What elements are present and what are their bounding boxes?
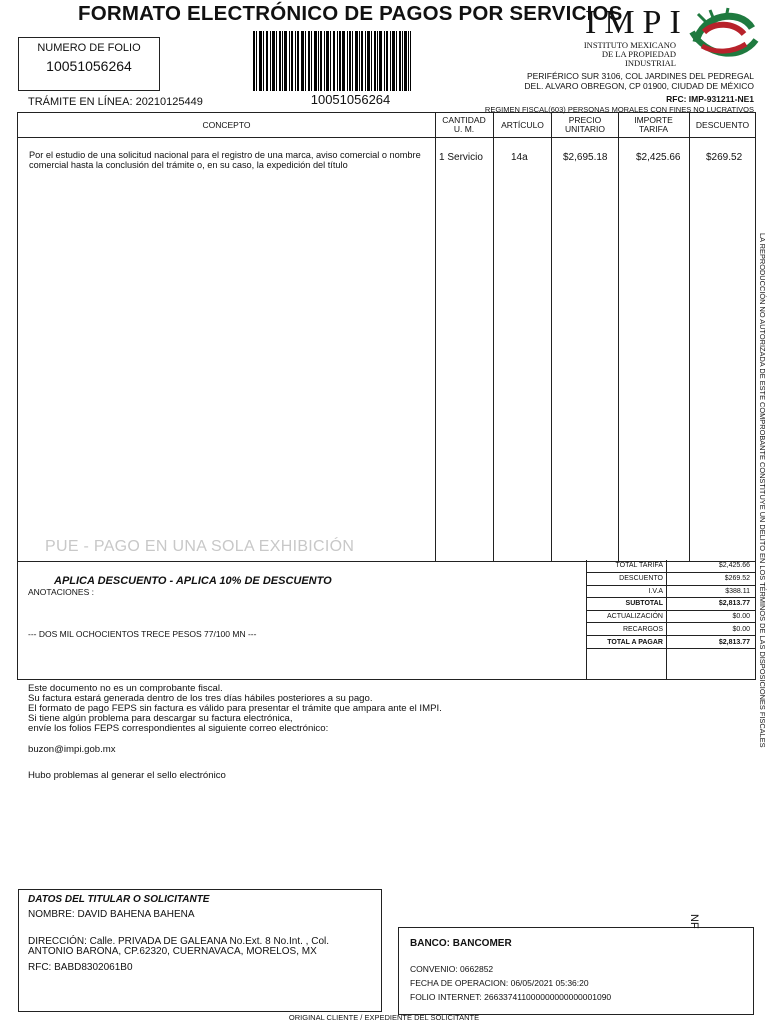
column-header-concepto: CONCEPTO xyxy=(202,119,251,130)
precio-unitario-value: $2,695.18 xyxy=(563,152,608,163)
institute-line-3: INDUSTRIAL xyxy=(625,58,676,68)
institute-name xyxy=(560,41,676,68)
tramite-en-linea: TRÁMITE EN LÍNEA: 20210125449 xyxy=(28,96,203,108)
descuento-label: DESCUENTO xyxy=(619,575,663,582)
total-tarifa-label: TOTAL TARIFA xyxy=(615,562,663,569)
totals-row-line xyxy=(586,610,755,611)
subtotal-label: SUBTOTAL xyxy=(625,600,663,607)
side-notice-text: LA REPRODUCCIÓN NO AUTORIZADA DE ESTE COMPROBANTE CONSTITUYE UN DELITO EN LOS TÉRMINOS DE LAS DISPOSICIONES FISCALES xyxy=(758,233,767,748)
totals-divider xyxy=(666,560,667,679)
header-divider xyxy=(18,137,755,138)
total-a-pagar-value: $2,813.77 xyxy=(718,639,750,646)
rfc-impi: RFC: IMP-931211-NE1 xyxy=(666,94,754,104)
barcode-number: 10051056264 xyxy=(310,92,391,107)
institute-line-2: DE LA PROPIEDAD xyxy=(601,49,676,59)
impi-wordmark: IMPI xyxy=(585,4,689,41)
address xyxy=(470,71,754,91)
titular-direccion xyxy=(28,937,329,957)
direccion-line-1: DIRECCIÓN: Calle. PRIVADA DE GALEANA No.Ext. 8 No.Int. , Col. xyxy=(28,936,330,947)
actualizacion-label: ACTUALIZACIÓN xyxy=(606,613,663,620)
column-divider xyxy=(435,113,436,561)
totals-row-line xyxy=(586,585,755,586)
banco-heading: BANCO: BANCOMER xyxy=(410,938,512,949)
regimen-fiscal: REGIMEN FISCAL(603) PERSONAS MORALES CON FINES NO LUCRATIVOS xyxy=(484,105,754,114)
column-header-importe: IMPORTE TARIFA xyxy=(634,115,673,134)
folio-box xyxy=(18,37,160,91)
column-header-articulo: ARTÍCULO xyxy=(501,119,544,130)
totals-row-line xyxy=(586,648,755,649)
banco-box xyxy=(398,927,754,1015)
total-tarifa-value: $2,425.66 xyxy=(718,562,750,569)
concept-table xyxy=(17,112,756,562)
importe-tarifa-value: $2,425.66 xyxy=(636,152,681,163)
totals-row-line xyxy=(586,635,755,636)
institute-line-1: INSTITUTO MEXICANO xyxy=(583,40,676,50)
note-line: Su factura estará generada dentro de los tres días hábiles posteriores a su pago. xyxy=(28,693,373,704)
fiscal-notes xyxy=(28,684,442,781)
sello-message: Hubo problemas al generar el sello electrónico xyxy=(28,770,226,781)
address-line-2: DEL. ALVARO OBREGON, CP 01900, CIUDAD DE MÉXICO xyxy=(524,81,754,91)
titular-box xyxy=(18,889,382,1012)
column-divider xyxy=(551,113,552,561)
banco-convenio: CONVENIO: 0662852 xyxy=(410,964,494,974)
descuento-value: $269.52 xyxy=(706,152,743,163)
column-divider xyxy=(689,113,690,561)
note-line: El formato de pago FEPS sin factura es válido para presentar el trámite que ampara ante el IMPI. xyxy=(28,703,442,714)
pue-watermark: PUE - PAGO EN UNA SOLA EXHIBICIÓN xyxy=(45,538,355,555)
support-email[interactable]: buzon@impi.gob.mx xyxy=(28,744,116,755)
titular-nombre: NOMBRE: DAVID BAHENA BAHENA xyxy=(28,909,195,920)
importe-con-letra: --- DOS MIL OCHOCIENTOS TRECE PESOS 77/100 MN --- xyxy=(28,629,257,639)
anotaciones-label: ANOTACIONES : xyxy=(28,587,94,597)
concepto-description: Por el estudio de una solicitud nacional para el registro de una marca, aviso comercial o nombre comercial hasta la conclusión del trámite o, en su caso, la expedición del título xyxy=(29,150,421,170)
note-line: Si tiene algún problema para descargar su factura electrónica, xyxy=(28,713,293,724)
totals-row-line xyxy=(586,622,755,623)
subtotal-value: $2,813.77 xyxy=(718,600,750,607)
titular-heading: DATOS DEL TITULAR O SOLICITANTE xyxy=(28,894,210,905)
totals-row-line xyxy=(586,572,755,573)
banco-folio-internet: FOLIO INTERNET: 266337411000000000000001090 xyxy=(410,992,612,1002)
column-divider xyxy=(493,113,494,561)
banco-fecha: FECHA DE OPERACION: 06/05/2021 05:36:20 xyxy=(410,978,589,988)
descuento-total-value: $269.52 xyxy=(724,575,750,582)
column-divider xyxy=(618,113,619,561)
address-line-1: PERIFÉRICO SUR 3106, COL JARDINES DEL PEDREGAL xyxy=(526,71,754,81)
totals-row-line xyxy=(586,597,755,598)
recargos-value: $0.00 xyxy=(732,626,750,633)
impi-logo-icon xyxy=(688,2,760,68)
folio-label: NUMERO DE FOLIO xyxy=(37,42,141,54)
nf-mark: NF xyxy=(688,914,700,929)
column-header-descuento: DESCUENTO xyxy=(695,119,750,130)
descuento-notice: APLICA DESCUENTO - APLICA 10% DE DESCUENTO xyxy=(54,575,332,587)
column-header-precio: PRECIO UNITARIO xyxy=(565,115,605,134)
barcode xyxy=(253,31,411,91)
iva-value: $388.11 xyxy=(725,588,750,595)
iva-label: I.V.A xyxy=(648,588,663,595)
cantidad-value: 1 Servicio xyxy=(439,152,483,163)
column-header-cantidad: CANTIDAD U. M. xyxy=(442,115,486,134)
note-line: Este documento no es un comprobante fiscal. xyxy=(28,683,223,694)
note-line: envíe los folios FEPS correspondientes al siguiente correo electrónico: xyxy=(28,723,329,734)
total-a-pagar-label: TOTAL A PAGAR xyxy=(607,639,663,646)
recargos-label: RECARGOS xyxy=(622,626,663,633)
articulo-value: 14a xyxy=(511,152,528,163)
footer-copy-note: ORIGINAL CLIENTE / EXPEDIENTE DEL SOLICITANTE xyxy=(288,1013,480,1022)
folio-number: 10051056264 xyxy=(46,58,132,74)
document-title: FORMATO ELECTRÓNICO DE PAGOS POR SERVICIOS xyxy=(78,2,623,25)
actualizacion-value: $0.00 xyxy=(732,613,750,620)
titular-rfc: RFC: BABD8302061B0 xyxy=(28,962,133,973)
direccion-line-2: ANTONIO BARONA, CP.62320, CUERNAVACA, MORELOS, MX xyxy=(28,946,317,957)
